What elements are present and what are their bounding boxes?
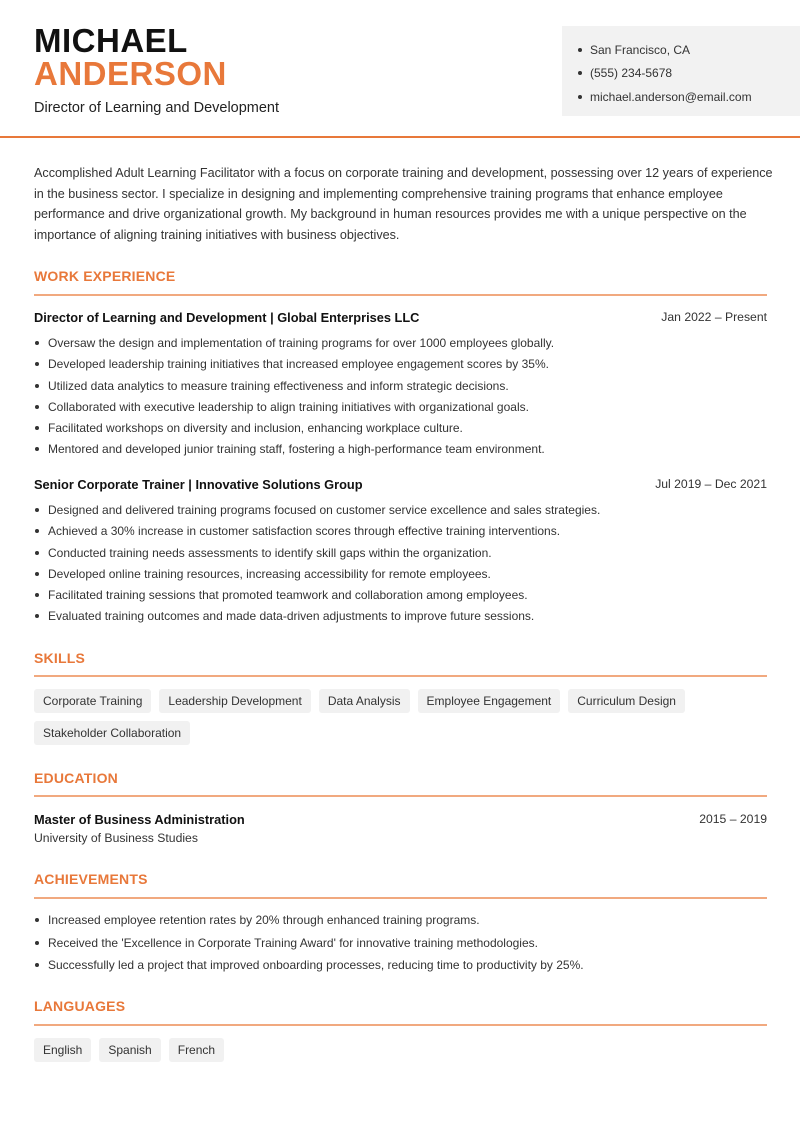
list-item: Successfully led a project that improved onboarding processes, reducing time to productivity by 25%. [34,956,774,979]
bullet-icon [35,405,39,409]
bullet-icon [35,362,39,366]
bullet-icon [35,614,39,618]
list-item: Utilized data analytics to measure training effectiveness and inform strategic decisions. [34,377,774,398]
job-bullets [34,501,774,629]
skill-chip: Leadership Development [159,689,310,713]
list-item: Designed and delivered training programs focused on customer service excellence and sales strategies. [34,501,774,522]
list-item: Evaluated training outcomes and made data-driven adjustments to improve future sessions. [34,607,774,628]
bullet-icon [35,508,39,512]
bullet-icon [35,963,39,967]
job-title: Director of Learning and Development | Global Enterprises LLC [34,310,420,325]
contact-phone: (555) 234-5678 [578,62,800,86]
job-dates: Jul 2019 – Dec 2021 [655,477,767,491]
bullet-icon [35,593,39,597]
degree-title: Master of Business Administration [34,812,245,827]
section-divider [34,795,767,797]
list-item: Conducted training needs assessments to identify skill gaps within the organization. [34,544,774,565]
education-dates: 2015 – 2019 [699,812,767,826]
bullet-icon [35,572,39,576]
section-divider [34,294,767,296]
skill-chip: Data Analysis [319,689,410,713]
bullet-icon [578,48,582,52]
language-chip: Spanish [99,1038,160,1062]
section-title-education: EDUCATION [34,770,118,786]
skills-list [34,689,774,745]
bullet-icon [578,95,582,99]
language-chip: English [34,1038,91,1062]
school-name: University of Business Studies [34,831,198,845]
section-divider [34,897,767,899]
list-item: Developed online training resources, increasing accessibility for remote employees. [34,565,774,586]
contact-location: San Francisco, CA [578,38,800,62]
skill-chip: Corporate Training [34,689,151,713]
list-item: Collaborated with executive leadership to align training initiatives with organizational goals. [34,398,774,419]
bullet-icon [35,341,39,345]
bullet-icon [35,918,39,922]
list-item: Developed leadership training initiatives that increased employee engagement scores by 35%. [34,355,774,376]
section-title-achievements: ACHIEVEMENTS [34,871,148,887]
resume-header [0,0,800,138]
languages-list [34,1038,774,1062]
bullet-icon [578,71,582,75]
job-role: Director of Learning and Development [34,100,280,116]
list-item: Mentored and developed junior training staff, fostering a high-performance team environment. [34,440,774,461]
first-name: MICHAEL [34,22,188,59]
list-item: Received the 'Excellence in Corporate Training Award' for innovative training methodologies. [34,934,774,957]
contact-email: michael.anderson@email.com [578,85,800,109]
bullet-icon [35,447,39,451]
language-chip: French [169,1038,224,1062]
section-divider [34,675,767,677]
bullet-icon [35,384,39,388]
last-name: ANDERSON [34,55,227,92]
bullet-icon [35,941,39,945]
list-item: Oversaw the design and implementation of training programs for over 1000 employees globally. [34,334,774,355]
bullet-icon [35,551,39,555]
bullet-icon [35,529,39,533]
achievements-list [34,911,774,979]
summary: Accomplished Adult Learning Facilitator with a focus on corporate training and development, possessing over 12 years of experience in the business sector. I specialize in designing and implementing comprehensive training programs that enhance employee performance and drive organizational growth. My background in human resources provides me with a unique perspective on the importance of aligning training initiatives with business objectives. [34,166,773,243]
section-title-work: WORK EXPERIENCE [34,268,176,284]
section-divider [34,1024,767,1026]
job-dates: Jan 2022 – Present [661,310,767,324]
skill-chip: Curriculum Design [568,689,685,713]
job-bullets [34,334,774,462]
list-item: Increased employee retention rates by 20% through enhanced training programs. [34,911,774,934]
list-item: Facilitated workshops on diversity and inclusion, enhancing workplace culture. [34,419,774,440]
skill-chip: Employee Engagement [418,689,561,713]
section-title-languages: LANGUAGES [34,998,126,1014]
section-title-skills: SKILLS [34,650,85,666]
skill-chip: Stakeholder Collaboration [34,721,190,745]
list-item: Facilitated training sessions that promoted teamwork and collaboration among employees. [34,586,774,607]
job-title: Senior Corporate Trainer | Innovative Solutions Group [34,477,363,492]
list-item: Achieved a 30% increase in customer satisfaction scores through effective training interventions. [34,522,774,543]
contact-box [562,26,800,116]
bullet-icon [35,426,39,430]
